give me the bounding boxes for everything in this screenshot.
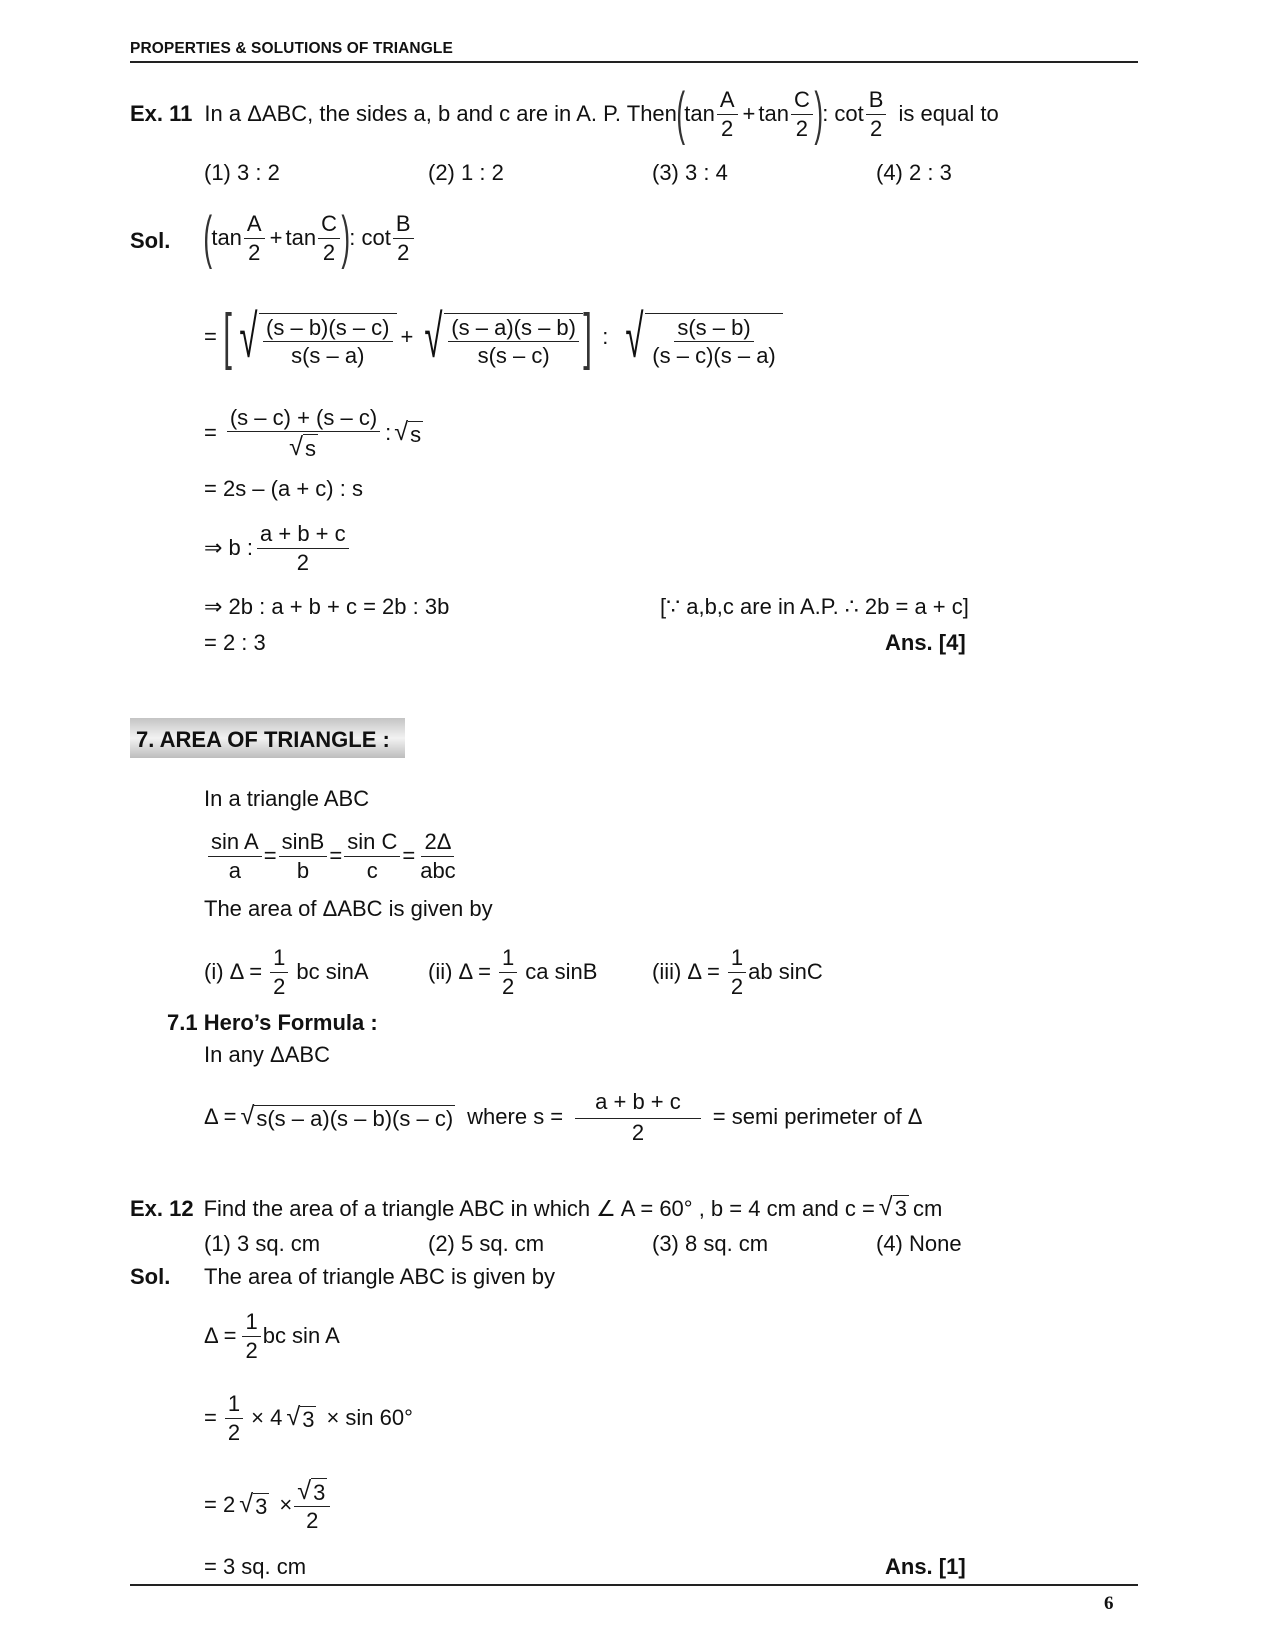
fraction — [225, 1392, 243, 1443]
fraction — [499, 946, 517, 997]
tan-text: tan — [285, 225, 317, 250]
tan-text: tan — [758, 101, 789, 126]
fraction — [575, 1090, 701, 1143]
numerator: a + b + c — [257, 522, 349, 548]
fraction — [227, 406, 380, 460]
area-formula-3 — [652, 942, 823, 1002]
sqrt — [879, 1195, 909, 1220]
equals-two: = 2 — [204, 1492, 236, 1517]
fraction — [717, 88, 738, 139]
equals: = — [204, 324, 217, 349]
numerator: 2Δ — [421, 830, 454, 856]
radical-sign: √ — [394, 418, 409, 447]
fraction — [393, 212, 414, 263]
formula-rest: ab sinC — [748, 959, 823, 984]
ex11-sol-step-6: ⇒ 2b : a + b + c = 2b : 3b — [204, 594, 450, 619]
ex11-option-4: (4) 2 : 3 — [876, 160, 952, 185]
ex11-question-text: In a ΔABC, the sides a, b and c are in A. P. Then — [204, 101, 677, 126]
sqrt-2 — [417, 303, 583, 370]
ex12-option-2: (2) 5 sq. cm — [428, 1231, 545, 1256]
denominator: 2 — [397, 239, 410, 265]
denominator — [286, 432, 321, 460]
radicand: s — [304, 436, 316, 462]
denominator: 2 — [227, 1419, 241, 1445]
ex12-question-text: Find the area of a triangle ABC in which ∠ A = 60° , b = 4 cm and c = — [203, 1196, 875, 1222]
radical-sign: √ — [289, 432, 303, 461]
radical-sign: √ — [239, 1490, 254, 1519]
fraction — [791, 88, 813, 139]
radicand: 3 — [894, 1196, 907, 1222]
plus: + — [269, 225, 283, 250]
running-header: PROPERTIES & SOLUTIONS OF TRIANGLE — [130, 40, 453, 57]
radicand: s(s – a)(s – b)(s – c) — [256, 1105, 454, 1131]
unit-text: cm — [912, 1196, 943, 1222]
formula-lhs: Δ = — [204, 1323, 237, 1348]
times: × — [279, 1492, 293, 1517]
fraction — [344, 830, 400, 881]
denominator: 2 — [730, 973, 744, 999]
right-paren: ) — [341, 205, 350, 270]
cot-text: : cot — [822, 101, 864, 126]
left-paren: ( — [203, 205, 213, 270]
ex11-option-1: (1) 3 : 2 — [204, 160, 280, 185]
formula-rest: × sin 60° — [326, 1405, 413, 1430]
formula-rest: bc sinA — [296, 959, 369, 984]
colon: : — [602, 324, 609, 349]
denominator: 2 — [322, 239, 336, 265]
numerator: B — [393, 212, 414, 238]
radical-sign: √ — [239, 303, 258, 370]
ex11-sol-step-5 — [204, 518, 351, 578]
denominator: 2 — [273, 973, 286, 999]
tan-text: tan — [684, 101, 715, 126]
fraction — [294, 1478, 330, 1532]
section-heading: 7. AREA OF TRIANGLE : — [136, 727, 390, 752]
fraction — [242, 1310, 260, 1361]
ex11-label: Ex. 11 — [130, 101, 193, 126]
implies-text: ⇒ b : — [204, 535, 254, 560]
right-paren: ) — [814, 81, 823, 146]
times-four: × 4 — [251, 1405, 283, 1430]
ex11-sol-step-7: = 2 : 3 — [204, 630, 266, 655]
footer-rule — [130, 1584, 1138, 1586]
denominator: a — [228, 857, 241, 883]
denominator: 2 — [631, 1119, 645, 1145]
radical-sign: √ — [297, 1476, 312, 1505]
sqrt — [297, 1478, 327, 1504]
ex11-sol-step-2 — [204, 302, 783, 372]
where-text: where s = — [467, 1104, 564, 1129]
fraction — [257, 522, 349, 573]
left-bracket: [ — [223, 302, 232, 371]
numerator: (s – a)(s – b) — [448, 316, 579, 342]
numerator: (s – c) + (s – c) — [227, 406, 380, 432]
ex11-option-2: (2) 1 : 2 — [428, 160, 504, 185]
fraction — [279, 830, 328, 881]
numerator: s(s – b) — [674, 316, 753, 342]
ex12-sol-step-1 — [204, 1306, 340, 1366]
area-formula-2 — [428, 942, 597, 1002]
radical-sign: √ — [240, 1102, 255, 1131]
denominator: 2 — [248, 239, 261, 265]
radicand: 3 — [302, 1406, 315, 1432]
ex12-sol-step-4: = 3 sq. cm — [204, 1554, 307, 1579]
sqrt — [394, 420, 423, 445]
ex12-label: Ex. 12 — [130, 1196, 194, 1222]
equals: = — [204, 1405, 217, 1430]
sqrt — [289, 434, 318, 460]
ex11-option-3: (3) 3 : 4 — [652, 160, 728, 185]
semi-perimeter-text: = semi perimeter of Δ — [712, 1104, 923, 1129]
fraction — [244, 212, 265, 263]
heros-intro: In any ΔABC — [204, 1042, 330, 1067]
radical-sign: √ — [878, 1193, 893, 1221]
ex11-sol-step-1 — [203, 205, 416, 270]
numerator: sin C — [344, 830, 400, 856]
header-rule — [130, 61, 1138, 63]
ex11-sol-label: Sol. — [130, 228, 171, 253]
formula-rest: bc sin A — [262, 1323, 340, 1348]
ex11-sol-step-4: = 2s – (a + c) : s — [204, 476, 363, 501]
numerator: C — [791, 88, 813, 114]
numerator: 1 — [728, 946, 746, 972]
denominator: 2 — [795, 115, 809, 141]
radicand: 3 — [313, 1479, 326, 1505]
formula-label: (iii) Δ = — [652, 959, 720, 984]
numerator: 1 — [242, 1310, 260, 1336]
fraction — [448, 316, 579, 367]
numerator: 1 — [499, 946, 517, 972]
fraction — [208, 830, 262, 881]
numerator: (s – b)(s – c) — [263, 316, 392, 342]
denominator: 2 — [869, 115, 883, 141]
numerator: sinB — [279, 830, 328, 856]
denominator: 2 — [296, 549, 309, 575]
fraction — [263, 316, 392, 367]
denominator: 2 — [501, 973, 515, 999]
numerator: 1 — [270, 946, 288, 972]
radicand: 3 — [255, 1493, 268, 1519]
denominator: (s – c)(s – a) — [652, 342, 776, 368]
tan-text: tan — [211, 225, 242, 250]
denominator: abc — [420, 857, 456, 883]
radicand: s — [410, 421, 422, 447]
equals: = — [263, 843, 277, 868]
ex12-option-4: (4) None — [876, 1231, 962, 1256]
area-formula-1 — [204, 942, 369, 1002]
plus: + — [742, 101, 756, 126]
formula-lhs: Δ = — [204, 1104, 237, 1129]
ex12-sol-text: The area of triangle ABC is given by — [204, 1264, 555, 1289]
ex12-option-1: (1) 3 sq. cm — [204, 1231, 321, 1256]
fraction — [728, 946, 746, 997]
denominator: 2 — [721, 115, 734, 141]
heros-formula — [204, 1086, 923, 1148]
fraction — [318, 212, 340, 263]
sqrt — [239, 1492, 269, 1517]
right-bracket: ] — [583, 302, 592, 371]
denominator: s(s – c) — [477, 342, 550, 368]
ex12-sol-step-3 — [204, 1472, 332, 1538]
ex12-answer: Ans. [1] — [885, 1554, 966, 1579]
numerator — [294, 1478, 330, 1507]
radical-sign: √ — [286, 1403, 301, 1432]
heros-formula-heading: 7.1 Hero’s Formula : — [167, 1010, 378, 1035]
formula-label: (i) Δ = — [204, 959, 263, 984]
numerator: B — [866, 88, 887, 114]
ex11-sol-note: [∵ a,b,c are in A.P. ∴ 2b = a + c] — [660, 594, 969, 619]
ex11-answer: Ans. [4] — [885, 630, 966, 655]
numerator: a + b + c — [575, 1090, 701, 1118]
left-paren: ( — [676, 81, 685, 146]
ex11-question — [130, 81, 999, 146]
denominator: s(s – a) — [291, 342, 365, 368]
denominator: c — [366, 857, 378, 883]
sqrt-1 — [232, 303, 396, 370]
fraction — [270, 946, 288, 997]
ex11-sol-step-3 — [204, 400, 423, 466]
section-heading-box — [130, 718, 405, 758]
numerator: C — [318, 212, 340, 238]
area-intro: The area of ΔABC is given by — [204, 896, 493, 921]
denominator: b — [296, 857, 310, 883]
ex12-question — [130, 1195, 942, 1220]
fraction — [866, 88, 887, 139]
equals: = — [402, 843, 416, 868]
ex12-sol-label: Sol. — [130, 1264, 171, 1289]
colon: : — [385, 420, 392, 445]
numerator: sin A — [208, 830, 262, 856]
question-end: is equal to — [898, 101, 999, 126]
equals: = — [204, 420, 217, 445]
cot-text: : cot — [349, 225, 391, 250]
ex12-option-3: (3) 8 sq. cm — [652, 1231, 769, 1256]
numerator: A — [717, 88, 738, 114]
page-number: 6 — [1104, 1593, 1114, 1614]
ex12-sol-step-2 — [204, 1388, 413, 1448]
radical-sign: √ — [424, 303, 443, 370]
formula-label: (ii) Δ = — [428, 959, 491, 984]
plus: + — [400, 324, 414, 349]
fraction — [649, 316, 778, 367]
sqrt — [286, 1405, 316, 1430]
fraction — [417, 830, 458, 881]
sqrt — [240, 1104, 455, 1129]
sqrt-3 — [618, 303, 782, 370]
equals: = — [329, 843, 343, 868]
denominator: 2 — [245, 1337, 258, 1363]
numerator: 1 — [225, 1392, 243, 1418]
formula-rest: ca sinB — [525, 959, 598, 984]
section7-intro: In a triangle ABC — [204, 786, 370, 811]
denominator: 2 — [306, 1508, 319, 1534]
sine-rule — [206, 826, 461, 886]
radical-sign: √ — [625, 303, 644, 370]
numerator: A — [244, 212, 265, 238]
